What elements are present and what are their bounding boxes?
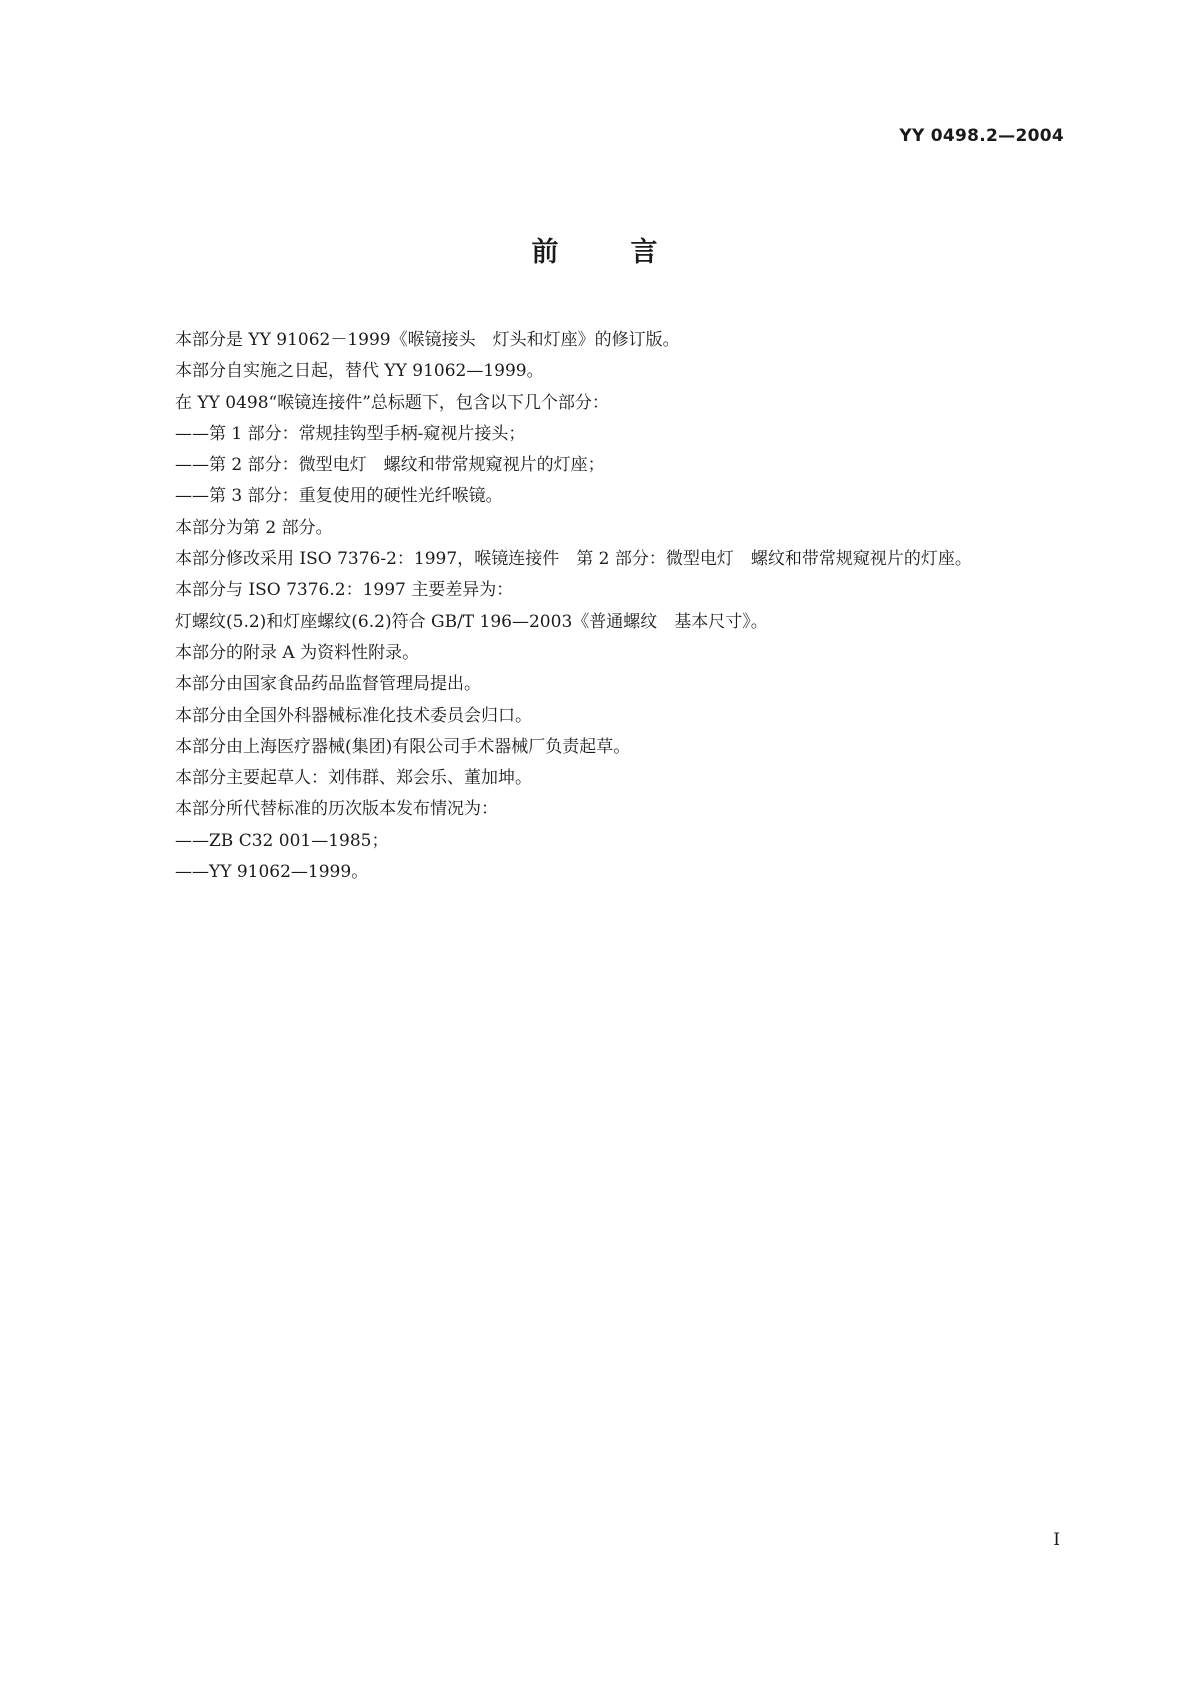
paragraph: 本部分的附录 A 为资料性附录。 [175,642,420,663]
paragraph: 本部分为第 2 部分。 [175,517,333,538]
foreword-body [131,325,1063,888]
paragraph: 本部分主要起草人：刘伟群、郑会乐、董加坤。 [175,768,532,789]
paragraph: 本部分与 ISO 7376.2：1997 主要差异为： [175,580,514,601]
page-title [0,230,1191,269]
paragraph: 本部分是 YY 91062－1999《喉镜接头 灯头和灯座》的修订版。 [175,330,680,350]
paragraph: 灯螺纹(5.2)和灯座螺纹(6.2)符合 GB/T 196—2003《普通螺纹 基本尺寸》。 [175,611,768,632]
paragraph: 本部分由全国外科器械标准化技术委员会归口。 [175,705,532,726]
paragraph: 本部分所代替标准的历次版本发布情况为： [175,799,498,820]
paragraph: 本部分修改采用 ISO 7376-2：1997，喉镜连接件 第 2 部分：微型电灯 螺纹和带常规窥视片的灯座。 [175,549,972,570]
list-item: ——第 1 部分：常规挂钩型手柄-窥视片接头； [175,423,526,444]
list-item: ——第 3 部分：重复使用的硬性光纤喉镜。 [175,486,503,507]
paragraph: 本部分由上海医疗器械(集团)有限公司手术器械厂负责起草。 [175,736,631,757]
document-code: YY 0498.2—2004 [899,126,1064,146]
paragraph: 本部分由国家食品药品监督管理局提出。 [175,674,481,695]
paragraph: 在 YY 0498“喉镜连接件”总标题下，包含以下几个部分： [175,392,609,413]
paragraph: 本部分自实施之日起，替代 YY 91062—1999。 [175,361,544,382]
list-item: ——第 2 部分：微型电灯 螺纹和带常规窥视片的灯座； [175,455,605,476]
page-title-char-1: 前 [531,237,561,268]
list-item: ——YY 91062—1999。 [175,862,369,883]
page-title-char-2: 言 [630,237,660,268]
page-number: I [1053,1530,1060,1550]
list-item: ——ZB C32 001—1985； [175,830,389,851]
